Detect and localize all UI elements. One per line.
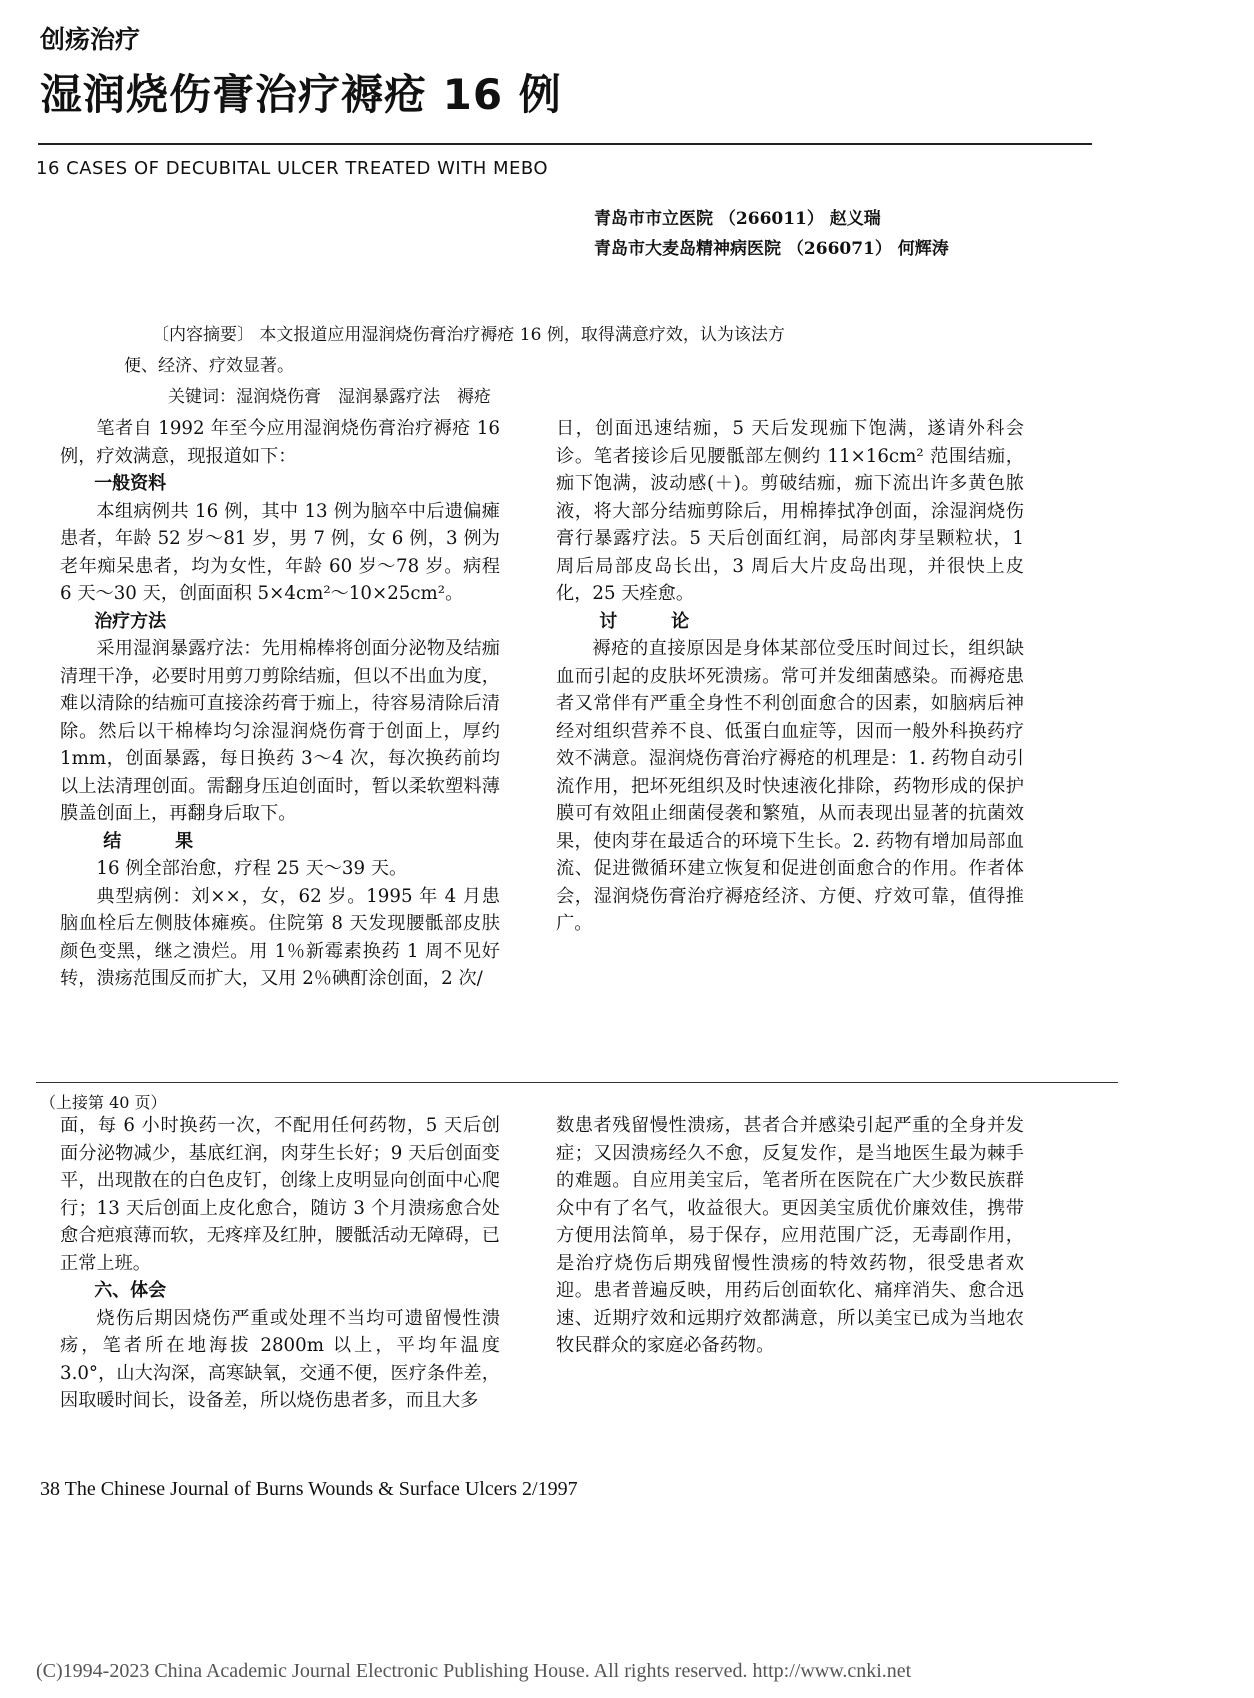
abstract-line-2: 便、经济、疗效显著。 <box>124 356 294 376</box>
paragraph: 笔者自 1992 年至今应用湿润烧伤膏治疗褥疮 16 例，疗效满意，现报道如下： <box>60 418 500 467</box>
paragraph: 采用湿润暴露疗法：先用棉棒将创面分泌物及结痂清理干净，必要时用剪刀剪除结痂，但以不出血为度，难以清除的结痂可直接涂药膏于痂上，待容易清除后清除。然后以干棉棒均匀涂湿润烧伤膏于创面上，厚约 1mm，创面暴露，每日换药 3～4 次，每次换药前均以上法清理创面。需翻身压迫创面时，暂以柔软塑料薄膜盖创面上，再翻身后取下。 <box>60 638 500 824</box>
abstract-line-1: 〔内容摘要〕 本文报道应用湿润烧伤膏治疗褥疮 16 例，取得满意疗效，认为该法方 <box>152 325 785 345</box>
page-footer: 38 The Chinese Journal of Burns Wounds & Surface Ulcers 2/1997 <box>40 1478 578 1500</box>
keywords: 关键词：湿润烧伤膏 湿润暴露疗法 褥疮 <box>168 387 491 407</box>
right-column <box>556 415 1024 938</box>
title-divider <box>38 143 1092 145</box>
paragraph: 16 例全部治愈，疗程 25 天～39 天。 <box>96 858 408 879</box>
paragraph: 烧伤后期因烧伤严重或处理不当均可遗留慢性溃疡，笔者所在地海拔 2800m 以上，平均年温度 3.0°，山大沟深，高寒缺氧，交通不便，医疗条件差，因取暖时间长，设备差，所以烧伤患者多，而且大多 <box>60 1307 500 1411</box>
section-heading: 结果 <box>103 830 248 852</box>
section-heading: 讨论 <box>599 610 744 632</box>
left-column <box>60 415 500 993</box>
copyright-notice: (C)1994-2023 China Academic Journal Electronic Publishing House. All rights reserved. http://www.cnki.net <box>36 1660 912 1682</box>
paragraph: 日，创面迅速结痂，5 天后发现痂下饱满，遂请外科会诊。笔者接诊后见腰骶部左侧约 11×16cm² 范围结痂，痂下饱满，波动感(＋)。剪破结痂，痂下流出许多黄色脓液，将大部分结痂剪除后，用棉捧拭净创面，涂湿润烧伤膏行暴露疗法。5 天后创面红润，局部肉芽呈颗粒状，1 周后局部皮岛长出，3 周后大片皮岛出现，并很快上皮化，25 天痊愈。 <box>556 418 1024 604</box>
continued-left-column <box>60 1112 500 1415</box>
paragraph: 典型病例：刘××，女，62 岁。1995 年 4 月患脑血栓后左侧肢体瘫痪。住院第 8 天发现腰骶部皮肤颜色变黑，继之溃烂。用 1％新霉素换药 1 周不见好转，溃疡范围反而扩大，又用 2％碘酊涂创面，2 次/ <box>60 885 500 989</box>
section-heading: 治疗方法 <box>94 610 167 632</box>
paragraph: 面，每 6 小时换药一次，不配用任何药物，5 天后创面分泌物减少，基底红润，肉芽生长好；9 天后创面变平，出现散在的白色皮钉，创缘上皮明显向创面中心爬行；13 天后创面上皮化愈合，随访 3 个月溃疡愈合处愈合疤痕薄而软，无疼痒及红肿，腰骶活动无障碍，已正常上班。 <box>60 1115 500 1274</box>
continuation-divider <box>36 1082 1118 1083</box>
author-line-1: 青岛市市立医院 （266011） 赵义瑞 <box>594 209 881 229</box>
paragraph: 本组病例共 16 例，其中 13 例为脑卒中后遗偏瘫患者，年龄 52 岁～81 岁，男 7 例，女 6 例，3 例为老年痴呆患者，均为女性，年龄 60 岁～78 岁。病程 6 天～30 天，创面面积 5×4cm²～10×25cm²。 <box>60 500 500 604</box>
section-tag: 创疡治疗 <box>40 25 141 54</box>
section-heading: 六、体会 <box>94 1280 167 1301</box>
continued-right-column <box>556 1112 1024 1360</box>
paragraph: 数患者残留慢性溃疡，甚者合并感染引起严重的全身并发症；又因溃疡经久不愈，反复发作，是当地医生最为棘手的难题。自应用美宝后，笔者所在医院在广大少数民族群众中有了名气，收益很大。更因美宝质优价廉效佳，携带方便用法简单，易于保存，应用范围广泛，无毒副作用，是治疗烧伤后期残留慢性溃疡的特效药物，很受患者欢迎。患者普遍反映，用药后创面软化、痛痒消失、愈合迅速、近期疗效和远期疗效都满意，所以美宝已成为当地农牧民群众的家庭必备药物。 <box>556 1115 1024 1356</box>
section-heading: 一般资料 <box>94 473 167 494</box>
continued-label: （上接第 40 页） <box>40 1093 167 1112</box>
english-title: 16 CASES OF DECUBITAL ULCER TREATED WITH MEBO <box>36 158 549 179</box>
paragraph: 褥疮的直接原因是身体某部位受压时间过长，组织缺血而引起的皮肤坏死溃疡。常可并发细菌感染。而褥疮患者又常伴有严重全身性不利创面愈合的因素，如脑病后神经对组织营养不良、低蛋白血症等，因而一般外科换药疗效不满意。湿润烧伤膏治疗褥疮的机理是：1. 药物自动引流作用，把坏死组织及时快速液化排除，药物形成的保护膜可有效阻止细菌侵袭和繁殖，从而表现出显著的抗菌效果，使肉芽在最适合的环境下生长。2. 药物有增加局部血流、促进微循环建立恢复和促进创面愈合的作用。作者体会，湿润烧伤膏治疗褥疮经济、方便、疗效可靠，值得推广。 <box>556 638 1024 934</box>
author-line-2: 青岛市大麦岛精神病医院 （266071） 何辉涛 <box>594 239 949 259</box>
article-title: 湿润烧伤膏治疗褥疮 16 例 <box>40 70 562 119</box>
abstract <box>124 320 1024 413</box>
